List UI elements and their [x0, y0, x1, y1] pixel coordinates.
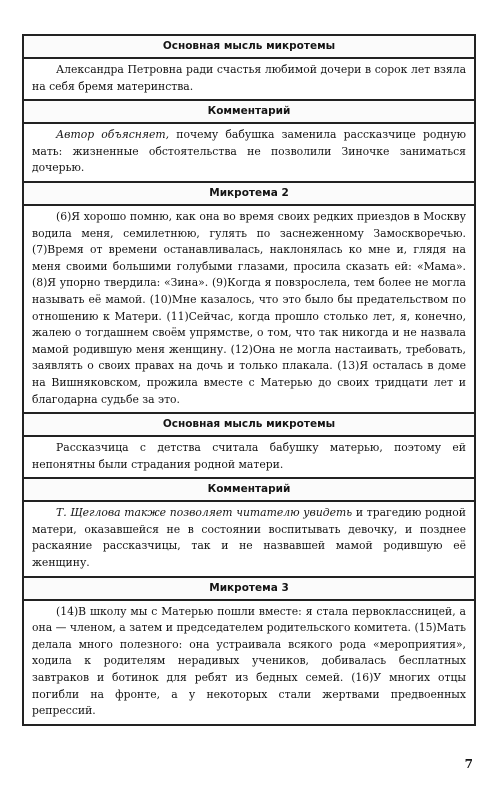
section-heading: Комментарий — [24, 479, 474, 500]
section-heading: Основная мысль микротемы — [24, 36, 474, 57]
section-heading: Микротема 3 — [24, 578, 474, 599]
section-heading: Микротема 2 — [24, 183, 474, 204]
section-microtheme-3-body — [24, 599, 474, 724]
section-main-idea-2 — [24, 412, 474, 435]
section-heading: Основная мысль микротемы — [24, 414, 474, 435]
section-text: и трагедию родной матери, оказавшейся не в состоянии воспитывать девочку, и позднее раскаяние рассказчицы, так и не назвавшей мамой родившую её женщину. — [32, 506, 466, 570]
section-text: почему бабушка заменила рассказчице родную мать: жизненные обстоятельства не позволили Зиночке заниматься дочерью. — [32, 128, 466, 175]
section-main-idea-1 — [24, 36, 474, 57]
section-main-idea-1-body — [24, 57, 474, 99]
section-microtheme-2-body — [24, 204, 474, 412]
section-text: (14)В школу мы с Матерью пошли вместе: я стала первоклассницей, а она — членом, а затем и председателем родительского комитета. (15)Мать делала много полезного: она устраивала всякого рода «мероприятия», ходила к родителям нерадивых учеников, добивалась бесплатных завтраков и ботинок для ребят из бедных семей. (16)У многих отцы погибли на фронте, а у некоторых стали жертвами предвоенных репрессий. — [32, 604, 466, 718]
page-number: 7 — [464, 757, 473, 771]
section-comment-1 — [24, 99, 474, 122]
comment-lead: Автор объясняет, — [56, 128, 170, 142]
section-microtheme-2 — [24, 181, 474, 204]
section-comment-2 — [24, 477, 474, 500]
section-text: Рассказчица с детства считала бабушку матерью, поэтому ей непонятны были страдания родной матери. — [32, 441, 466, 471]
section-main-idea-2-body — [24, 435, 474, 477]
section-heading: Комментарий — [24, 101, 474, 122]
section-comment-1-body — [24, 122, 474, 181]
section-text: (6)Я хорошо помню, как она во время своих редких приездов в Москву водила меня, семилетнюю, гулять по заснеженному Замоскворечью. (7)Время от времени останавливалась, наклонялась ко мне и, глядя на меня своими большими голубыми глазами, просила сказать ей: «Мама». (8)Я упорно твердила: «Зина». (9)Когда я повзрослела, тем более не могла называть её мамой. (10)Мне казалось, что это было бы предательством по отношению к Матери. (11)Сейчас, когда прошло столько лет, я, конечно, жалею о тогдашнем своём упрямстве, о том, что так никогда и не назвала мамой родившую меня женщину. (12)Она не могла настаивать, требовать, заявлять о своих правах на дочь и только плакала. (13)Я осталась в доме на Вишняковском, прожила вместе с Матерью до своих тридцати лет и благодарна судьбе за это. — [32, 209, 466, 406]
section-microtheme-3 — [24, 576, 474, 599]
comment-lead: Т. Щеглова также позволяет читателю увидеть — [56, 506, 353, 520]
section-comment-2-body — [24, 500, 474, 575]
section-text: Александра Петровна ради счастья любимой дочери в сорок лет взяла на себя бремя материнства. — [32, 63, 466, 93]
document-table — [22, 34, 476, 726]
